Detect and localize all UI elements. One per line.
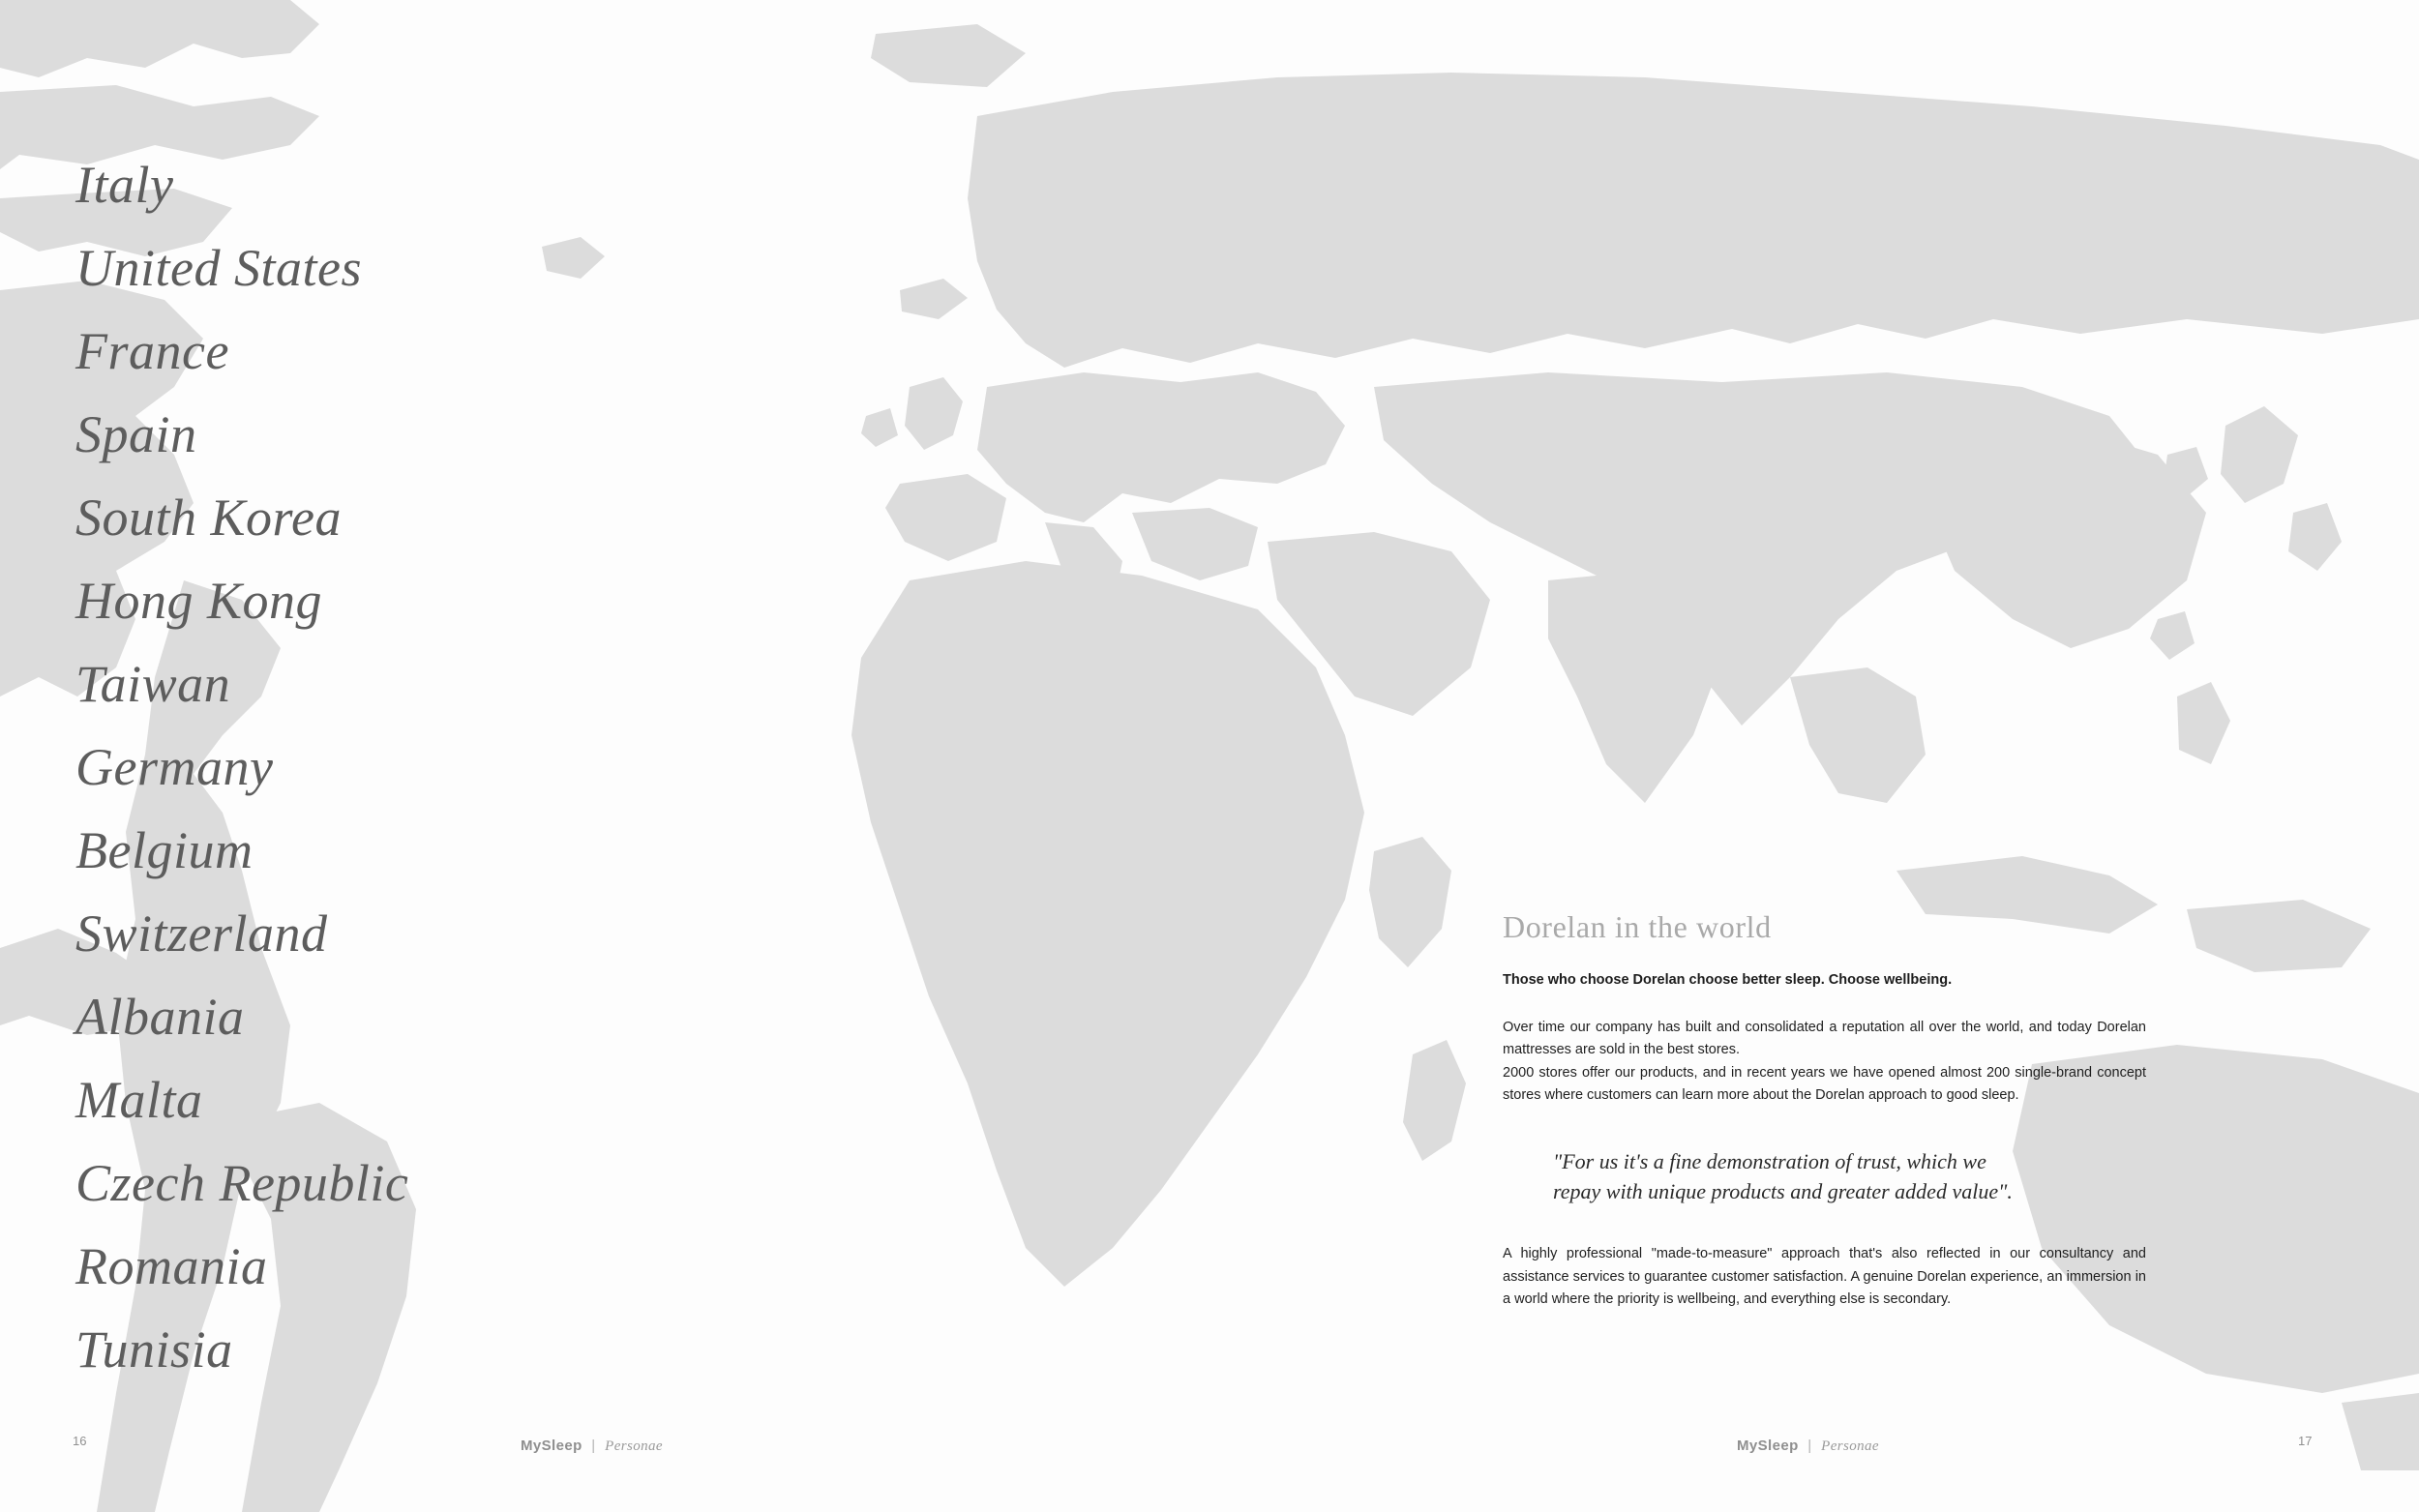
list-item: Switzerland [75,904,328,963]
footer-section: Personae [605,1438,663,1454]
footer-left [521,1438,663,1455]
list-item: United States [75,239,362,297]
body-paragraph-1: Over time our company has built and consolidated a reputation all over the world, and today Dorelan mattresses are sold in the best stores. [1503,1019,2146,1058]
page-title: Dorelan in the world [1503,909,1772,944]
list-item: Czech Republic [75,1154,409,1212]
footer-brand: MySleep [1737,1438,1799,1454]
footer-right [1737,1438,1879,1455]
list-item: South Korea [75,489,342,547]
list-item: France [75,322,229,380]
pullquote-line-2: repay with unique products and greater added value". [1553,1178,2013,1203]
list-item: Belgium [75,821,254,879]
body-paragraph-3: A highly professional "made-to-measure" approach that's also reflected in our consultancy and assistance services to guarantee customer satisfaction. A genuine Dorelan experience, an immersion in a world where the priority is wellbeing, and everything else is secondary. [1503,1246,2146,1308]
list-item: Taiwan [75,655,231,713]
list-item: Romania [75,1237,268,1295]
footer-separator: | [1807,1438,1812,1454]
list-item: Tunisia [75,1320,233,1379]
country-list [75,143,753,1391]
list-item: Hong Kong [75,572,323,630]
list-item: Spain [75,405,197,463]
body-paragraph-2: 2000 stores offer our products, and in recent years we have opened almost 200 single-brand concept stores where customers can learn more about the Dorelan approach to good sleep. [1503,1064,2146,1104]
pullquote-line-1: "For us it's a fine demonstration of trust, which we [1553,1148,1986,1173]
footer-section: Personae [1821,1438,1879,1454]
list-item: Italy [75,156,174,214]
list-item: Germany [75,738,274,796]
list-item: Albania [75,988,245,1046]
footer-brand: MySleep [521,1438,582,1454]
footer-separator: | [591,1438,596,1454]
page-number-left: 16 [73,1434,87,1448]
list-item: Malta [75,1071,203,1129]
lead-paragraph: Those who choose Dorelan choose better sleep. Choose wellbeing. [1503,972,1953,988]
article-text-column [1503,909,2146,1312]
pullquote [1553,1146,2141,1206]
page-number-right: 17 [2298,1434,2313,1448]
